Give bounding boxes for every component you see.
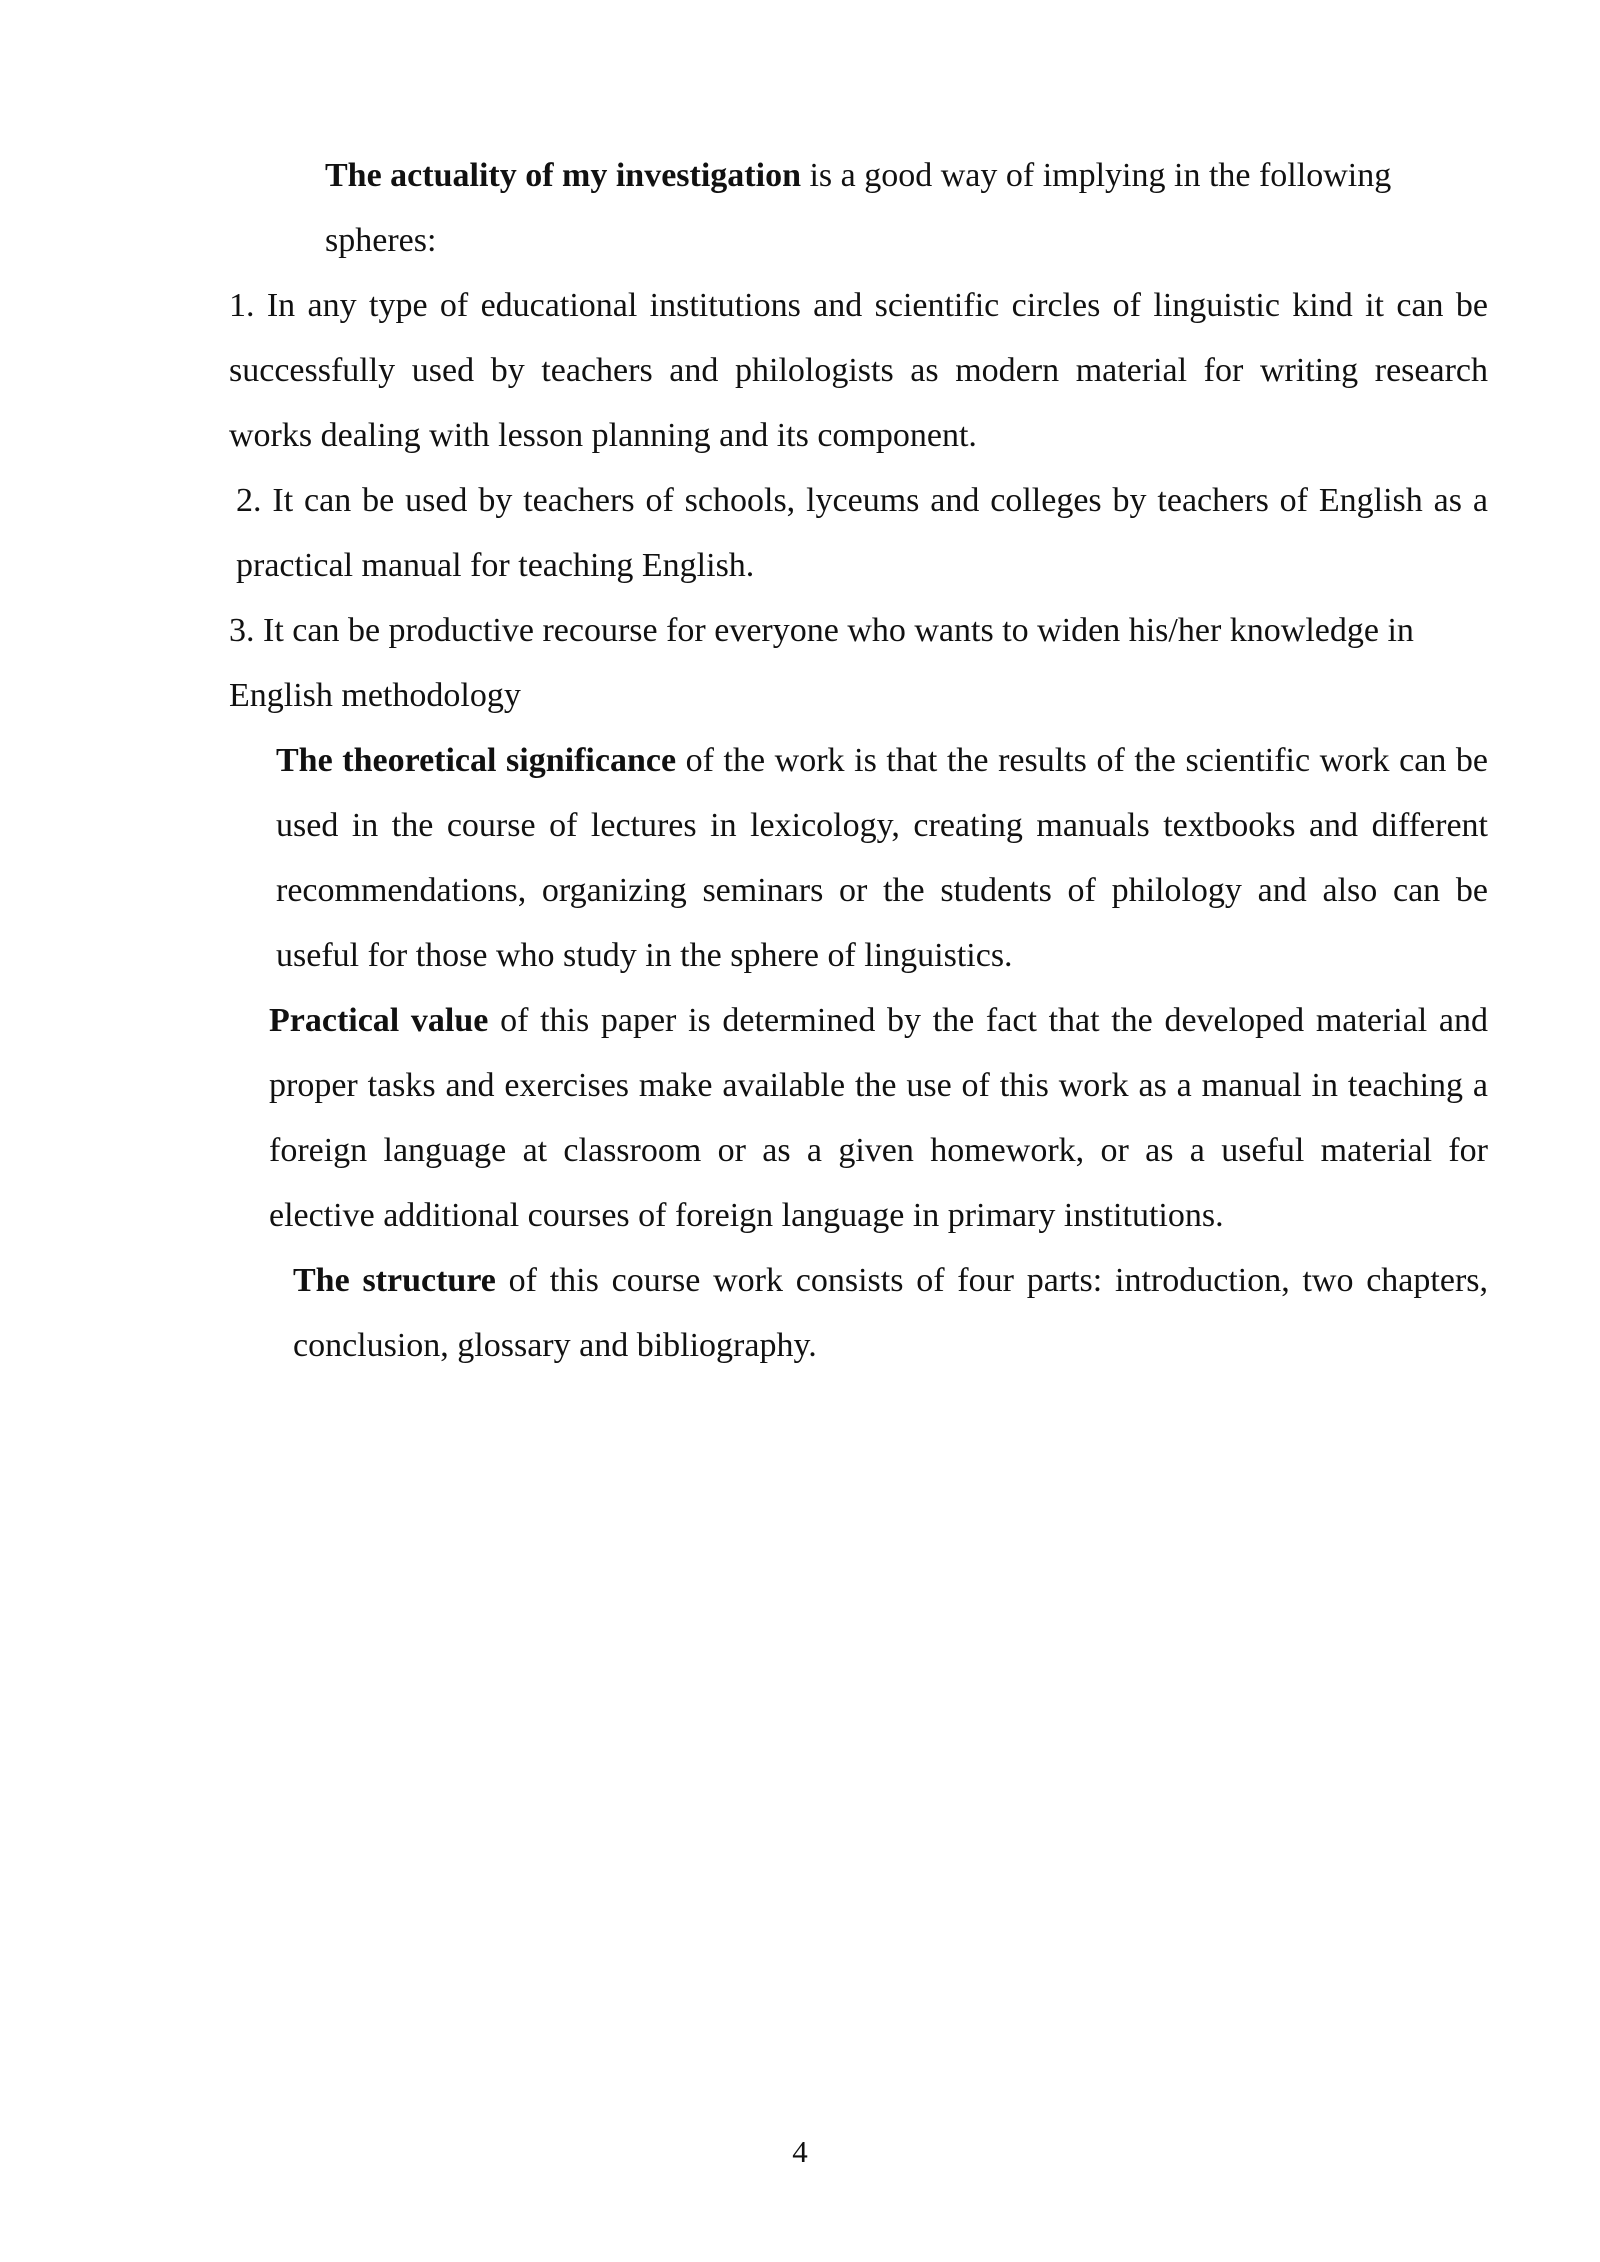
paragraph-actuality-text: is a good way of implying in the following spheres: <box>325 157 1392 259</box>
list-item-2-text: 2. It can be used by teachers of schools, lyceums and colleges by teachers of English as a practical manual for teaching English. <box>236 482 1488 584</box>
list-item-1 <box>229 273 1488 468</box>
paragraph-theoretical-significance <box>229 728 1488 988</box>
paragraph-structure-text: of this course work consists of four parts: introduction, two chapters, conclusion, glossary and bibliography. <box>293 1262 1488 1364</box>
paragraph-theoretical-significance-text: of the work is that the results of the scientific work can be used in the course of lectures in lexicology, creating manuals textbooks and different recommendations, organizing seminars or the students of philology and also can be useful for those who study in the sphere of linguistics. <box>276 742 1489 974</box>
paragraph-practical-value-text: of this paper is determined by the fact that the developed material and proper tasks and exercises make available the use of this work as a manual in teaching a foreign language at classroom or as a given homework, or as a useful material for elective additional courses of foreign language in primary institutions. <box>269 1002 1488 1234</box>
paragraph-structure <box>229 1248 1488 1378</box>
list-item-3 <box>229 598 1488 728</box>
heading-structure: The structure <box>293 1262 496 1299</box>
list-item-3-text: 3. It can be productive recourse for everyone who wants to widen his/her knowledge in English methodology <box>229 612 1414 714</box>
list-item-2 <box>229 468 1488 598</box>
heading-theoretical-significance: The theoretical significance <box>276 742 677 779</box>
page-number: 4 <box>792 2134 808 2169</box>
paragraph-actuality <box>229 143 1488 273</box>
heading-practical-value: Practical value <box>269 1002 489 1039</box>
body-text <box>229 143 1488 1378</box>
heading-actuality: The actuality of my investigation <box>325 157 801 194</box>
list-item-1-text: 1. In any type of educational institutions and scientific circles of linguistic kind it can be successfully used by teachers and philologists as modern material for writing research works dealing with lesson planning and its component. <box>229 287 1488 454</box>
paragraph-practical-value <box>229 988 1488 1248</box>
